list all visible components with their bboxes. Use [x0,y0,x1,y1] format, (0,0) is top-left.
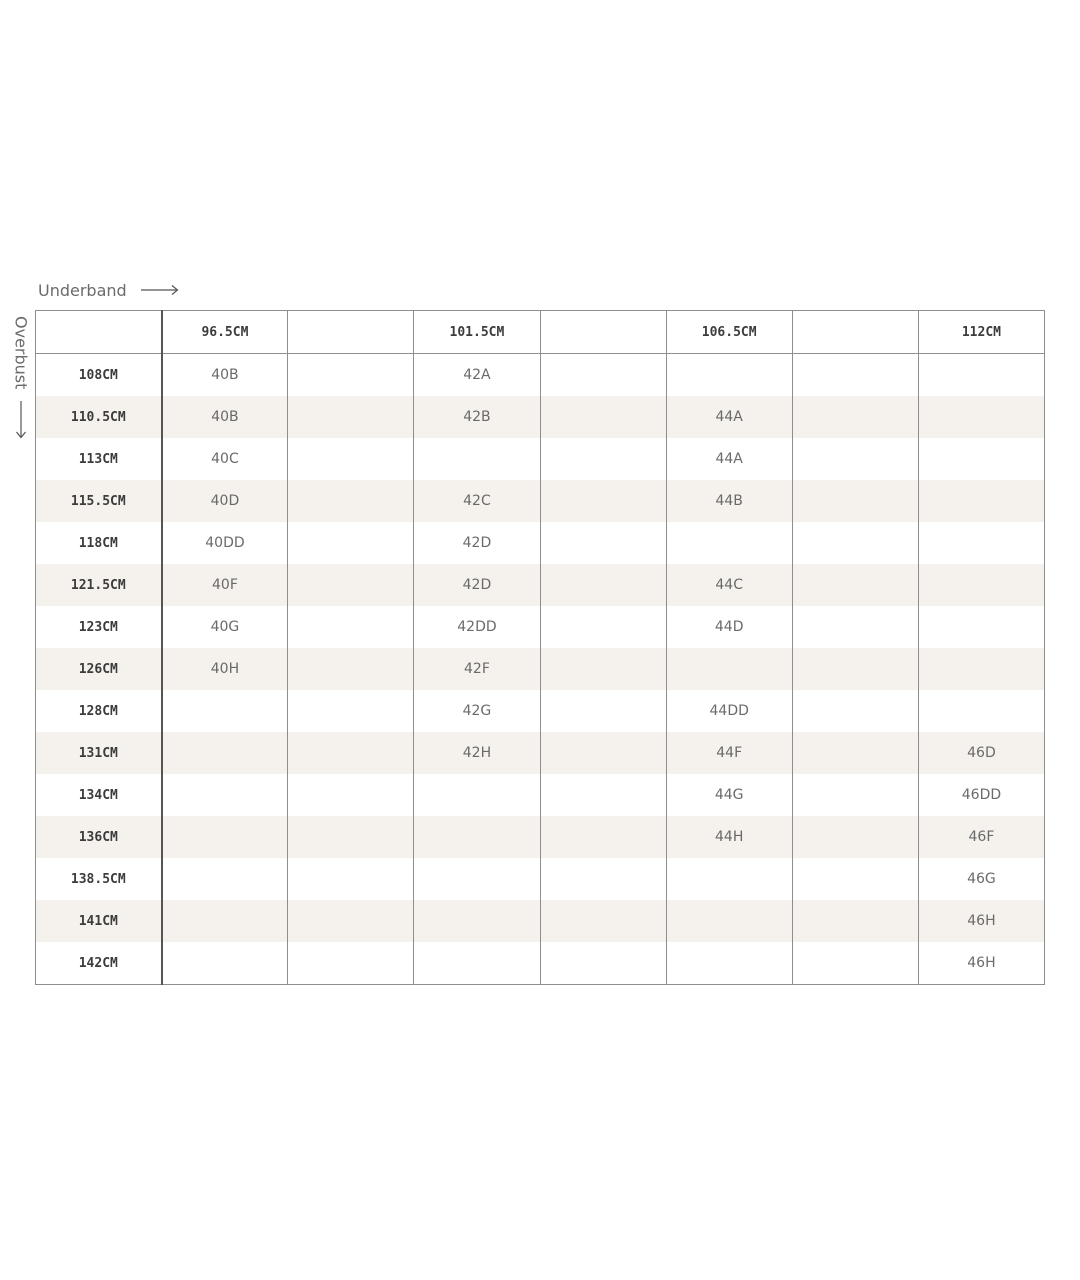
size-cell [540,480,666,522]
arrow-right-icon [141,284,179,296]
size-cell [540,606,666,648]
size-cell [288,438,414,480]
size-cell [792,690,918,732]
size-cell [540,816,666,858]
size-cell [288,816,414,858]
size-cell [666,522,792,564]
table-row [36,564,1045,606]
size-cell [288,606,414,648]
table-row [36,816,1045,858]
size-cell [288,480,414,522]
size-cell [792,816,918,858]
size-cell [540,354,666,397]
size-cell [792,354,918,397]
row-header: 118CM [36,522,162,564]
size-cell: 42C [414,480,540,522]
size-cell [414,900,540,942]
size-cell [162,858,288,900]
table-row [36,648,1045,690]
table-row [36,858,1045,900]
size-cell: 42B [414,396,540,438]
column-header: 96.5CM [162,311,288,354]
size-cell [162,774,288,816]
size-cell: 40DD [162,522,288,564]
size-cell [414,942,540,985]
size-cell [288,564,414,606]
table-row [36,900,1045,942]
size-cell: 44C [666,564,792,606]
size-cell [162,690,288,732]
size-cell [792,522,918,564]
size-cell: 46D [918,732,1044,774]
size-cell [288,522,414,564]
table-row [36,354,1045,397]
column-header [792,311,918,354]
size-cell: 46H [918,900,1044,942]
row-header: 136CM [36,816,162,858]
row-header: 108CM [36,354,162,397]
size-cell: 44G [666,774,792,816]
size-cell [792,438,918,480]
row-header: 128CM [36,690,162,732]
size-cell: 42DD [414,606,540,648]
size-cell: 44A [666,396,792,438]
size-chart-table [35,310,1045,985]
row-header: 138.5CM [36,858,162,900]
size-cell [540,900,666,942]
size-cell [918,522,1044,564]
underband-axis-label [38,279,179,301]
size-cell: 46DD [918,774,1044,816]
size-cell [540,732,666,774]
table-row [36,942,1045,985]
row-header: 110.5CM [36,396,162,438]
column-header: 101.5CM [414,311,540,354]
table-row [36,396,1045,438]
size-cell [540,396,666,438]
table-row [36,438,1045,480]
column-header: 106.5CM [666,311,792,354]
size-cell [414,858,540,900]
size-cell [162,900,288,942]
size-cell: 44DD [666,690,792,732]
size-cell [666,900,792,942]
table-row [36,690,1045,732]
size-cell: 46G [918,858,1044,900]
size-cell [162,732,288,774]
size-cell [792,564,918,606]
size-cell: 40D [162,480,288,522]
size-cell [792,648,918,690]
row-header: 123CM [36,606,162,648]
size-cell [162,816,288,858]
size-cell [792,480,918,522]
size-cell: 40B [162,354,288,397]
size-cell [288,690,414,732]
column-header [288,311,414,354]
arrow-down-icon [15,401,27,439]
table-row [36,522,1045,564]
size-cell [918,438,1044,480]
header-row [36,311,1045,354]
size-cell: 42A [414,354,540,397]
column-header: 112CM [918,311,1044,354]
size-cell [288,774,414,816]
size-cell: 44H [666,816,792,858]
size-cell [288,942,414,985]
row-header: 134CM [36,774,162,816]
size-cell: 44F [666,732,792,774]
table-row [36,732,1045,774]
size-cell: 42F [414,648,540,690]
size-cell [918,648,1044,690]
size-cell [540,942,666,985]
row-header: 141CM [36,900,162,942]
row-header: 121.5CM [36,564,162,606]
corner-header [36,311,162,354]
table-row [36,774,1045,816]
size-cell [792,942,918,985]
row-header: 142CM [36,942,162,985]
overbust-label-text: Overbust [11,316,31,390]
table-row [36,480,1045,522]
size-cell: 42G [414,690,540,732]
size-cell [288,396,414,438]
size-cell [540,438,666,480]
size-cell [414,816,540,858]
row-header: 113CM [36,438,162,480]
size-cell: 42D [414,522,540,564]
size-cell [792,732,918,774]
size-cell [540,858,666,900]
column-header [540,311,666,354]
size-cell: 40F [162,564,288,606]
size-cell [288,354,414,397]
size-cell: 40H [162,648,288,690]
size-cell [918,396,1044,438]
underband-label-text: Underband [38,280,127,300]
size-cell [540,522,666,564]
size-cell: 44B [666,480,792,522]
size-cell: 40C [162,438,288,480]
size-cell [666,942,792,985]
size-cell [792,396,918,438]
size-cell: 46F [918,816,1044,858]
table-body [36,354,1045,985]
size-cell [918,564,1044,606]
overbust-axis-label [10,316,32,441]
table-row [36,606,1045,648]
size-cell [666,858,792,900]
size-cell: 44A [666,438,792,480]
size-cell [540,648,666,690]
size-cell [288,858,414,900]
size-cell [288,900,414,942]
size-cell: 44D [666,606,792,648]
size-cell: 40B [162,396,288,438]
size-cell [792,858,918,900]
size-cell [414,438,540,480]
size-cell [288,732,414,774]
size-cell [918,354,1044,397]
size-cell: 42D [414,564,540,606]
size-cell [918,690,1044,732]
size-cell [918,606,1044,648]
row-header: 131CM [36,732,162,774]
size-cell: 42H [414,732,540,774]
size-cell [540,564,666,606]
size-cell [162,942,288,985]
row-header: 126CM [36,648,162,690]
size-cell [918,480,1044,522]
size-cell [666,648,792,690]
size-cell [288,648,414,690]
size-cell [540,690,666,732]
size-cell [414,774,540,816]
size-cell: 46H [918,942,1044,985]
size-cell [792,900,918,942]
size-cell [792,774,918,816]
size-cell: 40G [162,606,288,648]
row-header: 115.5CM [36,480,162,522]
size-cell [666,354,792,397]
size-cell [792,606,918,648]
size-cell [540,774,666,816]
